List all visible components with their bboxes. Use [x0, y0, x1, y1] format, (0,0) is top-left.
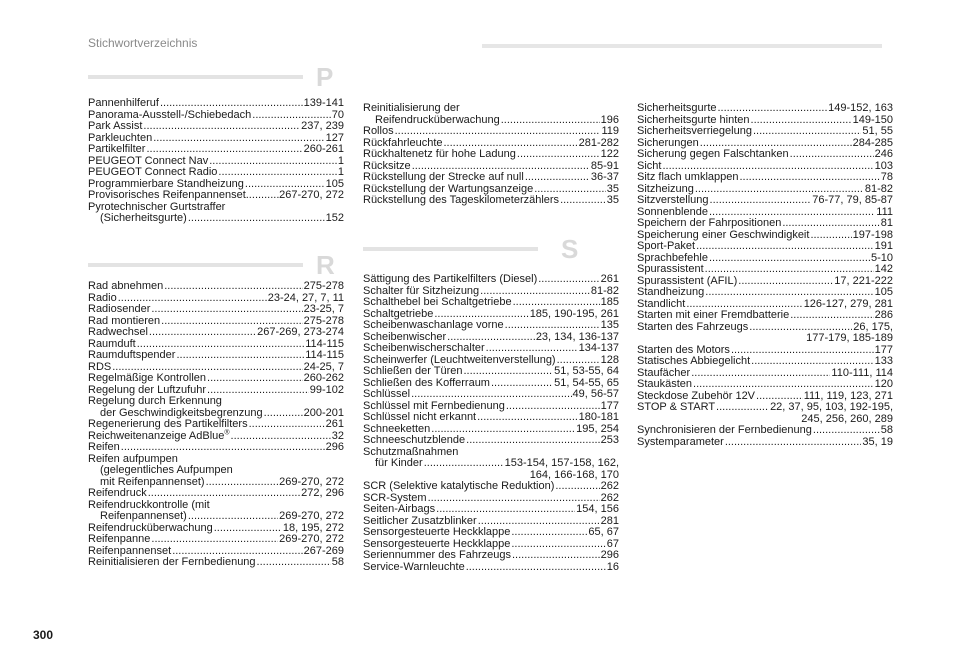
- index-entry[interactable]: Seitlicher Zusatzblinker ..... 281: [363, 516, 619, 528]
- index-entry[interactable]: Rückstellung der Wartungsanzeige ..... 35: [363, 184, 619, 196]
- index-entry[interactable]: Rückfahrleuchte ..... 281-282: [363, 138, 619, 150]
- index-entry[interactable]: Reifendruck ..... 272, 296: [88, 488, 344, 500]
- index-entry[interactable]: Schalter für Sitzheizung ..... 81-82: [363, 286, 619, 298]
- index-entry[interactable]: Systemparameter ..... 35, 19: [637, 437, 893, 449]
- section-letter: P: [316, 62, 334, 92]
- index-entry[interactable]: Park Assist ..... 237, 239: [88, 121, 344, 133]
- index-entry[interactable]: Radiosender ..... 23-25, 7: [88, 304, 344, 316]
- index-entry[interactable]: Schneeketten ..... 195, 254: [363, 424, 619, 436]
- index-entry[interactable]: Scheibenwischer ..... 23, 134, 136-137: [363, 332, 619, 344]
- index-entry: 245, 256, 260, 289: [801, 412, 893, 425]
- index-entry[interactable]: Parkleuchten ..... 127: [88, 133, 344, 145]
- index-entry[interactable]: Service-Warnleuchte ..... 16: [363, 562, 619, 574]
- index-entry[interactable]: Reifenpanne ..... 269-270, 272: [88, 534, 344, 546]
- index-entry[interactable]: Scheibenwischerschalter ..... 134-137: [363, 343, 619, 355]
- index-entry[interactable]: Pannenhilferuf ..... 139-141: [88, 98, 344, 110]
- index-entry[interactable]: Schließen des Kofferraum ..... 51, 54-55, 65: [363, 378, 619, 390]
- index-entry[interactable]: mit Reifenpannenset) ..... 269-270, 272: [88, 477, 344, 489]
- index-entry[interactable]: Rückhaltenetz für hohe Ladung ..... 122: [363, 149, 619, 161]
- index-entry[interactable]: Rad montieren ..... 275-278: [88, 316, 344, 328]
- index-entry[interactable]: Regenerierung des Partikelfilters ..... 261: [88, 419, 344, 431]
- index-entry[interactable]: Sonnenblende ..... 111: [637, 207, 893, 219]
- index-entry[interactable]: Sitzheizung ..... 81-82: [637, 184, 893, 196]
- index-entry[interactable]: SCR (Selektive katalytische Reduktion) ..... 262: [363, 481, 619, 493]
- index-entry[interactable]: Scheinwerfer (Leuchtweitenverstellung) ..... 128: [363, 355, 619, 367]
- index-entry[interactable]: Seriennummer des Fahrzeugs ..... 296: [363, 550, 619, 562]
- index-entry[interactable]: Reifenpannenset ..... 267-269: [88, 546, 344, 558]
- index-entry[interactable]: Starten des Motors ..... 177: [637, 345, 893, 357]
- index-entry[interactable]: Sensorgesteuerte Heckklappe ..... 67: [363, 539, 619, 551]
- index-entry: Regelung durch Erkennung: [88, 395, 222, 407]
- index-entry[interactable]: Reifendrucküberwachung ..... 196: [363, 115, 619, 127]
- index-entry[interactable]: Standlicht ..... 126-127, 279, 281: [637, 299, 893, 311]
- index-entry[interactable]: Schlüssel ..... 49, 56-57: [363, 389, 619, 401]
- section-rule: [88, 263, 303, 267]
- index-entry[interactable]: für Kinder ..... 153-154, 157-158, 162,: [363, 458, 619, 470]
- index-entry[interactable]: Sitzverstellung ..... 76-77, 79, 85-87: [637, 195, 893, 207]
- index-entry: Reifendruckkontrolle (mit: [88, 498, 210, 511]
- index-entry[interactable]: Sport-Paket ..... 191: [637, 241, 893, 253]
- index-entry[interactable]: Spurassistent ..... 142: [637, 264, 893, 276]
- section-letter: R: [316, 250, 335, 280]
- index-column-2-s: [363, 274, 619, 573]
- index-entry[interactable]: Rückstellung des Tageskilometerzählers ..... 35: [363, 195, 619, 207]
- index-entry: 164, 166-168, 170: [529, 468, 619, 481]
- index-entry[interactable]: Programmierbare Standheizung ..... 105: [88, 179, 344, 191]
- index-entry[interactable]: Sicherungen ..... 284-285: [637, 138, 893, 150]
- index-entry: 177-179, 185-189: [806, 332, 893, 344]
- index-entry[interactable]: Radwechsel ..... 267-269, 273-274: [88, 327, 344, 339]
- index-column-2-r: [363, 103, 619, 207]
- index-entry[interactable]: RDS ..... 24-25, 7: [88, 362, 344, 374]
- index-entry: Schutzmaßnahmen: [363, 445, 459, 458]
- index-entry[interactable]: Sättigung des Partikelfilters (Diesel) ..... 261: [363, 274, 619, 286]
- section-letter: S: [561, 234, 579, 264]
- index-entry[interactable]: Reichweitenanzeige AdBlue® ..... 32: [88, 431, 344, 443]
- index-entry[interactable]: Standheizung ..... 105: [637, 287, 893, 299]
- index-entry[interactable]: Regelmäßige Kontrollen ..... 260-262: [88, 373, 344, 385]
- index-entry: Reinitialisierung der: [363, 102, 460, 114]
- section-head-p: [88, 62, 368, 96]
- index-entry[interactable]: Reifenpannenset) ..... 269-270, 272: [88, 511, 344, 523]
- index-entry[interactable]: Staufächer ..... 110-111, 114: [637, 368, 893, 380]
- index-entry[interactable]: Schalthebel bei Schaltgetriebe ..... 185: [363, 297, 619, 309]
- index-entry[interactable]: Sitz flach umklappen ..... 78: [637, 172, 893, 184]
- index-entry[interactable]: Scheibenwaschanlage vorne ..... 135: [363, 320, 619, 332]
- index-entry[interactable]: Sicht ..... 103: [637, 161, 893, 173]
- header-rule: [482, 44, 882, 48]
- index-entry[interactable]: Speicherung einer Geschwindigkeit ..... 197-198: [637, 230, 893, 242]
- index-entry[interactable]: PEUGEOT Connect Radio ..... 1: [88, 167, 344, 179]
- registered-mark: ®: [224, 428, 230, 436]
- index-entry[interactable]: Raumduft ..... 114-115: [88, 339, 344, 351]
- index-entry[interactable]: Sicherheitsverriegelung ..... 51, 55: [637, 126, 893, 138]
- index-entry[interactable]: Starten mit einer Fremdbatterie ..... 286: [637, 310, 893, 322]
- section-head-s: [363, 234, 619, 268]
- index-entry[interactable]: Speichern der Fahrpositionen ..... 81: [637, 218, 893, 230]
- index-entry[interactable]: Reifendrucküberwachung ..... 18, 195, 272: [88, 523, 344, 535]
- index-entry[interactable]: Rollos ..... 119: [363, 126, 619, 138]
- index-entry[interactable]: Schneeschutzblende ..... 253: [363, 435, 619, 447]
- index-entry[interactable]: Sprachbefehle ..... 5-10: [637, 253, 893, 265]
- index-entry[interactable]: Schlüssel nicht erkannt ..... 180-181: [363, 412, 619, 424]
- section-rule: [88, 75, 303, 79]
- index-entry: Reifen aufpumpen: [88, 452, 178, 465]
- index-entry[interactable]: Synchronisieren der Fernbedienung ..... 58: [637, 425, 893, 437]
- index-entry[interactable]: (Sicherheitsgurte) ..... 152: [88, 213, 344, 225]
- index-entry[interactable]: Regelung der Luftzufuhr ..... 99-102: [88, 385, 344, 397]
- index-entry[interactable]: Starten des Fahrzeugs ..... 26, 175,: [637, 322, 893, 334]
- index-entry[interactable]: Partikelfilter ..... 260-261: [88, 144, 344, 156]
- page-number: 300: [33, 628, 54, 642]
- index-entry[interactable]: Rücksitze ..... 85-91: [363, 161, 619, 173]
- index-entry[interactable]: Radio ..... 23-24, 27, 7, 11: [88, 293, 344, 305]
- index-entry[interactable]: Sicherheitsgurte hinten ..... 149-150: [637, 115, 893, 127]
- index-entry[interactable]: Sicherung gegen Falschtanken ..... 246: [637, 149, 893, 161]
- index-entry[interactable]: Steckdose Zubehör 12V ..... 111, 119, 123, 271: [637, 391, 893, 403]
- index-entry[interactable]: Sensorgesteuerte Heckklappe ..... 65, 67: [363, 527, 619, 539]
- index-entry[interactable]: SCR-System ..... 262: [363, 493, 619, 505]
- index-entry[interactable]: PEUGEOT Connect Nav ..... 1: [88, 156, 344, 168]
- index-entry[interactable]: Staukästen ..... 120: [637, 379, 893, 391]
- index-entry[interactable]: Schlüssel mit Fernbedienung ..... 177: [363, 401, 619, 413]
- index-entry[interactable]: Seiten-Airbags ..... 154, 156: [363, 504, 619, 516]
- section-rule: [363, 247, 538, 251]
- index-entry[interactable]: Sicherheitsgurte ..... 149-152, 163: [637, 103, 893, 115]
- page-header-title: Stichwortverzeichnis: [88, 36, 198, 50]
- index-entry[interactable]: Spurassistent (AFIL) ..... 17, 221-222: [637, 276, 893, 288]
- index-entry[interactable]: Rückstellung der Strecke auf null ..... 36-37: [363, 172, 619, 184]
- index-column-3-s: [637, 103, 893, 448]
- index-entry[interactable]: Reinitialisieren der Fernbedienung ..... 58: [88, 557, 344, 569]
- index-entry: (gelegentliches Aufpumpen: [100, 464, 233, 476]
- index-entry[interactable]: Provisorisches Reifenpannenset... ..... 267-270, 272: [88, 190, 344, 202]
- index-entry[interactable]: Raumduftspender ..... 114-115: [88, 350, 344, 362]
- index-entry[interactable]: der Geschwindigkeitsbegrenzung ..... 200-201: [88, 408, 344, 420]
- index-column-1-p: [88, 98, 344, 225]
- index-entry[interactable]: Schaltgetriebe ..... 185, 190-195, 261: [363, 309, 619, 321]
- index-entry: Pyrotechnischer Gurtstraffer: [88, 200, 226, 213]
- index-column-1-r: [88, 281, 344, 569]
- index-entry[interactable]: Statisches Abbiegelicht ..... 133: [637, 356, 893, 368]
- index-entry[interactable]: Schließen der Türen ..... 51, 53-55, 64: [363, 366, 619, 378]
- index-entry[interactable]: Rad abnehmen ..... 275-278: [88, 281, 344, 293]
- index-entry[interactable]: Reifen ..... 296: [88, 442, 344, 454]
- index-entry[interactable]: Panorama-Ausstell-/Schiebedach ..... 70: [88, 110, 344, 122]
- index-entry[interactable]: STOP & START ..... 22, 37, 95, 103, 192-195,: [637, 402, 893, 414]
